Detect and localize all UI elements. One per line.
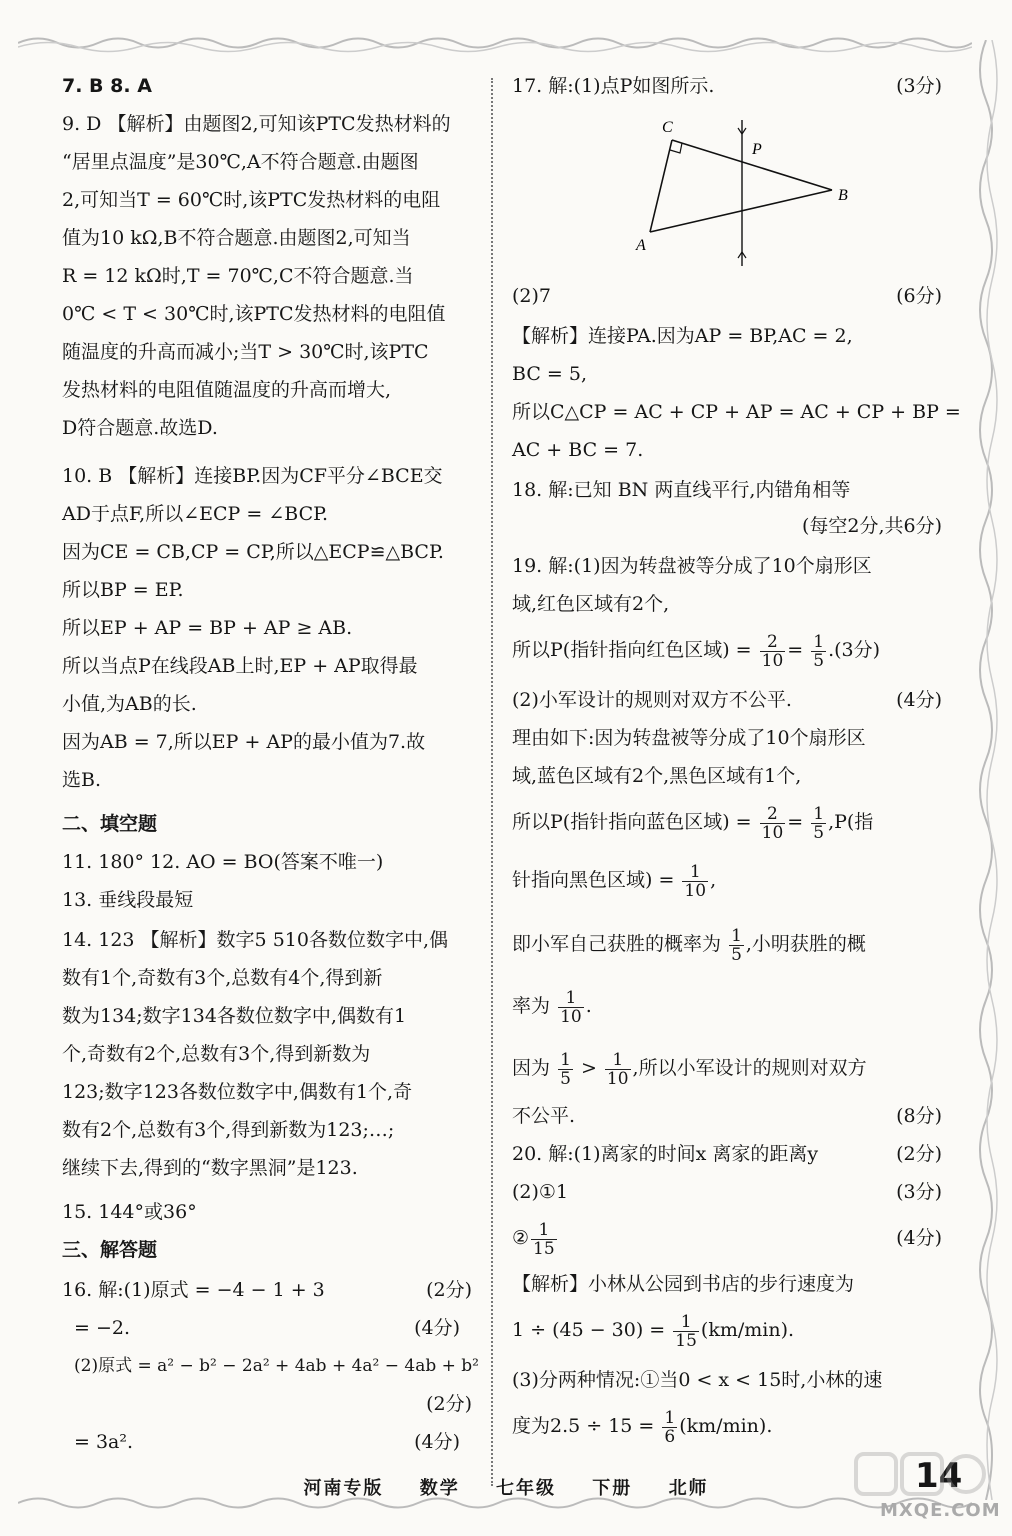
q14-line6: 数有2个,总数有3个,得到新数为123;…; bbox=[62, 1119, 395, 1141]
decorative-top-border bbox=[18, 30, 972, 56]
q17-part1: 17. 解:(1)点P如图所示. bbox=[512, 75, 715, 97]
page-number: 14 bbox=[915, 1456, 963, 1496]
answer-11-12: 11. 180° 12. AO = BO(答案不唯一) bbox=[62, 851, 384, 873]
q16-points2: (4分) bbox=[414, 1317, 460, 1339]
decorative-right-border bbox=[966, 40, 1006, 1500]
q10-line3: 因为CE = CB,CP = CP,所以△ECP≌△BCP. bbox=[62, 541, 444, 563]
q14-line7: 继续下去,得到的“数字黑洞”是123. bbox=[62, 1157, 358, 1179]
q19-text: , bbox=[710, 869, 717, 891]
q19-line9 bbox=[512, 922, 942, 966]
denominator: 5 bbox=[813, 822, 825, 843]
q17-line1 bbox=[512, 72, 942, 100]
section-solutions: 三、解答题 bbox=[62, 1239, 158, 1261]
footer-edition: 北师 bbox=[668, 1478, 709, 1499]
numerator: 2 bbox=[760, 633, 786, 652]
fraction bbox=[673, 1313, 699, 1350]
right-angle-mark bbox=[670, 143, 682, 153]
segment-ac bbox=[650, 140, 672, 232]
answer-7-8: 7. B 8. A bbox=[62, 75, 152, 97]
answer-13: 13. 垂线段最短 bbox=[62, 889, 194, 911]
q16-points1: (2分) bbox=[426, 1279, 472, 1301]
q16-points4: (4分) bbox=[414, 1431, 460, 1453]
q19-line7: 所以P(指针指向蓝色区域) = $\frac{2}{10}$ = $\frac{1}{5}$ ,P(指 bbox=[512, 803, 874, 843]
q20-text: (km/min). bbox=[679, 1415, 773, 1437]
q19-line4 bbox=[512, 686, 942, 714]
fraction bbox=[760, 805, 786, 842]
q16-expr2: = −2. bbox=[74, 1317, 131, 1339]
numerator: 1 bbox=[531, 1221, 557, 1240]
q19-text: 即小军自己获胜的概率为 bbox=[512, 933, 722, 955]
q20-points3: (4分) bbox=[896, 1227, 942, 1249]
fraction bbox=[558, 989, 584, 1026]
label-c: C bbox=[662, 119, 673, 136]
numerator: 1 bbox=[664, 1407, 676, 1428]
q9-line3: 2,可知当T = 60℃时,该PTC发热材料的电阻 bbox=[62, 189, 441, 211]
q9-line4: 值为10 kΩ,B不符合题意.由题图2,可知当 bbox=[62, 227, 411, 249]
q20-text: 度为2.5 ÷ 15 = bbox=[512, 1415, 655, 1437]
q20-line3 bbox=[512, 1216, 942, 1260]
q9-line7: 随温度的升高而减小;当T > 30℃时,该PTC bbox=[62, 341, 429, 363]
denominator: 10 bbox=[761, 822, 784, 843]
numerator: 1 bbox=[813, 803, 825, 824]
footer-region: 河南专版 bbox=[303, 1478, 384, 1499]
denominator: 10 bbox=[684, 880, 707, 901]
q16-expr4: = 3a². bbox=[74, 1431, 134, 1453]
q19-line8 bbox=[512, 858, 942, 902]
fraction bbox=[811, 633, 826, 670]
footer-grade: 七年级 bbox=[496, 1478, 556, 1499]
numerator: 1 bbox=[560, 1049, 571, 1070]
section-fill-in: 二、填空题 bbox=[62, 813, 158, 835]
numerator: 1 bbox=[558, 989, 584, 1008]
q16-line2 bbox=[74, 1314, 472, 1342]
q9-line8: 发热材料的电阻值随温度的升高而增大, bbox=[62, 379, 392, 401]
triangle-figure bbox=[632, 112, 872, 272]
q17-line2 bbox=[512, 282, 942, 310]
denominator: 15 bbox=[675, 1330, 697, 1351]
q19-line11 bbox=[512, 1046, 942, 1090]
q20-text: 1 ÷ (45 − 30) = bbox=[512, 1319, 666, 1341]
q19-prob-red-label: 所以P(指针指向红色区域) = bbox=[512, 639, 752, 661]
q20-part1: 20. 解:(1)离家的时间x 离家的距离y bbox=[512, 1143, 819, 1165]
column-divider bbox=[491, 78, 493, 1486]
q19-line3: 所以P(指针指向红色区域) = $\frac{2}{10}$ = $\frac{1}{5}$ .(3分) bbox=[512, 631, 881, 671]
q20-part2: (2)①1 bbox=[512, 1181, 569, 1203]
fraction bbox=[662, 1409, 677, 1446]
q17-points1: (3分) bbox=[896, 75, 942, 97]
q10-line5: 所以EP + AP = BP + AP ≥ AB. bbox=[62, 617, 353, 639]
q10-line6: 所以当点P在线段AB上时,EP + AP取得最 bbox=[62, 655, 418, 677]
q14-line2: 数有1个,奇数有3个,总数有4个,得到新 bbox=[62, 967, 383, 989]
q14-line3: 数为134;数字134各数位数字中,偶数有1 bbox=[62, 1005, 407, 1027]
label-p: P bbox=[752, 141, 762, 158]
q19-text: ,小明获胜的概 bbox=[745, 933, 866, 955]
q20-line4: 【解析】小林从公园到书店的步行速度为 bbox=[512, 1273, 855, 1295]
denominator: 5 bbox=[560, 1068, 571, 1089]
fraction bbox=[558, 1051, 573, 1088]
q9-line6: 0℃ < T < 30℃时,该PTC发热材料的电阻值 bbox=[62, 303, 446, 325]
fraction bbox=[531, 1221, 557, 1258]
q19-line6: 域,蓝色区域有2个,黑色区域有1个, bbox=[512, 765, 802, 787]
q9-line5: R = 12 kΩ时,T = 70℃,C不符合题意.当 bbox=[62, 265, 414, 287]
q19-text: ,所以小军设计的规则对双方 bbox=[632, 1057, 867, 1079]
q16-line3: (2)原式 = a² − b² − 2a² + 4ab + 4a² − 4ab + b² bbox=[74, 1356, 479, 1376]
q10-line9: 选B. bbox=[62, 769, 102, 791]
numerator: 1 bbox=[813, 631, 825, 652]
q10-line1: 10. B 【解析】连接BP.因为CF平分∠BCE交 bbox=[62, 465, 443, 487]
q16-line4 bbox=[74, 1428, 472, 1456]
q20-points1: (2分) bbox=[896, 1143, 942, 1165]
q14-line4: 个,奇数有2个,总数有3个,得到新数为 bbox=[62, 1043, 371, 1065]
fraction bbox=[760, 633, 786, 670]
q17-line4: BC = 5, bbox=[512, 363, 587, 385]
q14-line1: 14. 123 【解析】数字5 510各数位数字中,偶 bbox=[62, 929, 448, 951]
q16-points3: (2分) bbox=[426, 1393, 472, 1415]
q19-text: 率为 bbox=[512, 995, 551, 1017]
q9-line9: D符合题意.故选D. bbox=[62, 417, 218, 439]
q10-line8: 因为AB = 7,所以EP + AP的最小值为7.故 bbox=[62, 731, 426, 753]
label-a: A bbox=[636, 237, 646, 254]
q19-points2: (4分) bbox=[896, 689, 942, 711]
q19-part2: (2)小军设计的规则对双方不公平. bbox=[512, 689, 792, 711]
denominator: 6 bbox=[664, 1426, 676, 1447]
denominator: 10 bbox=[761, 650, 784, 671]
segment-ab bbox=[650, 190, 832, 232]
q17-line6: AC + BC = 7. bbox=[512, 439, 644, 461]
q18-line1: 18. 解:已知 BN 两直线平行,内错角相等 bbox=[512, 479, 851, 501]
numerator: 1 bbox=[673, 1313, 699, 1332]
denominator: 15 bbox=[533, 1238, 555, 1259]
numerator: 1 bbox=[731, 925, 742, 946]
fraction bbox=[811, 805, 826, 842]
numerator: 1 bbox=[605, 1051, 631, 1070]
denominator: 5 bbox=[813, 650, 825, 671]
q19-line12 bbox=[512, 1102, 942, 1130]
numerator: 2 bbox=[760, 805, 786, 824]
q20-line7 bbox=[512, 1404, 942, 1448]
q19-points3: (8分) bbox=[896, 1105, 942, 1127]
q19-line2: 域,红色区域有2个, bbox=[512, 593, 670, 615]
q20-line2 bbox=[512, 1178, 942, 1206]
q19-points1: .(3分) bbox=[828, 639, 881, 661]
q17-answer2: (2)7 bbox=[512, 285, 552, 307]
watermark-text: MXQE.COM bbox=[880, 1500, 1001, 1521]
q14-line5: 123;数字123各数位数字中,偶数有1个,奇 bbox=[62, 1081, 413, 1103]
fraction bbox=[729, 927, 744, 964]
q19-prob-black-label: 针指向黑色区域) = bbox=[512, 869, 675, 891]
q9-line2: “居里点温度”是30℃,A不符合题意.由题图 bbox=[62, 151, 419, 173]
fraction bbox=[682, 863, 708, 900]
q20-line5 bbox=[512, 1308, 942, 1352]
fraction bbox=[605, 1051, 631, 1088]
q16-expr1: 16. 解:(1)原式 = −4 − 1 + 3 bbox=[62, 1279, 325, 1301]
numerator: 1 bbox=[682, 863, 708, 882]
q18-points: (每空2分,共6分) bbox=[801, 515, 942, 537]
q20-line6: (3)分两种情况:①当0 < x < 15时,小林的速 bbox=[512, 1369, 883, 1391]
q19-prob-blue-label: 所以P(指针指向蓝色区域) = bbox=[512, 811, 752, 833]
footer-term: 下册 bbox=[592, 1478, 633, 1499]
q19-line1: 19. 解:(1)因为转盘被等分成了10个扇形区 bbox=[512, 555, 872, 577]
denominator: 10 bbox=[606, 1068, 629, 1089]
denominator: 10 bbox=[560, 1006, 582, 1027]
q19-text: 因为 bbox=[512, 1057, 551, 1079]
q17-line5: 所以C△CP = AC + CP + AP = AC + CP + BP = bbox=[512, 401, 961, 423]
q19-text: . bbox=[585, 995, 592, 1017]
label-b: B bbox=[838, 187, 848, 204]
q20-circled-2: ② bbox=[512, 1227, 530, 1249]
footer-subject: 数学 bbox=[419, 1478, 460, 1499]
q19-text: ,P(指 bbox=[828, 811, 874, 833]
q20-text: (km/min). bbox=[700, 1319, 795, 1341]
greater-than-sign: > bbox=[580, 1057, 597, 1079]
answer-15: 15. 144°或36° bbox=[62, 1201, 197, 1223]
q10-line4: 所以BP = EP. bbox=[62, 579, 184, 601]
q17-line3: 【解析】连接PA.因为AP = BP,AC = 2, bbox=[512, 325, 853, 347]
q10-line7: 小值,为AB的长. bbox=[62, 693, 197, 715]
q17-points2: (6分) bbox=[896, 285, 942, 307]
q9-line1: 9. D 【解析】由题图2,可知该PTC发热材料的 bbox=[62, 113, 451, 135]
q16-line1 bbox=[62, 1276, 472, 1304]
q19-conclusion: 不公平. bbox=[512, 1105, 576, 1127]
q20-line1 bbox=[512, 1140, 942, 1168]
denominator: 5 bbox=[731, 944, 742, 965]
q19-line10 bbox=[512, 984, 942, 1028]
q20-points2: (3分) bbox=[896, 1181, 942, 1203]
q10-line2: AD于点F,所以∠ECP = ∠BCP. bbox=[62, 503, 329, 525]
q19-line5: 理由如下:因为转盘被等分成了10个扇形区 bbox=[512, 727, 866, 749]
